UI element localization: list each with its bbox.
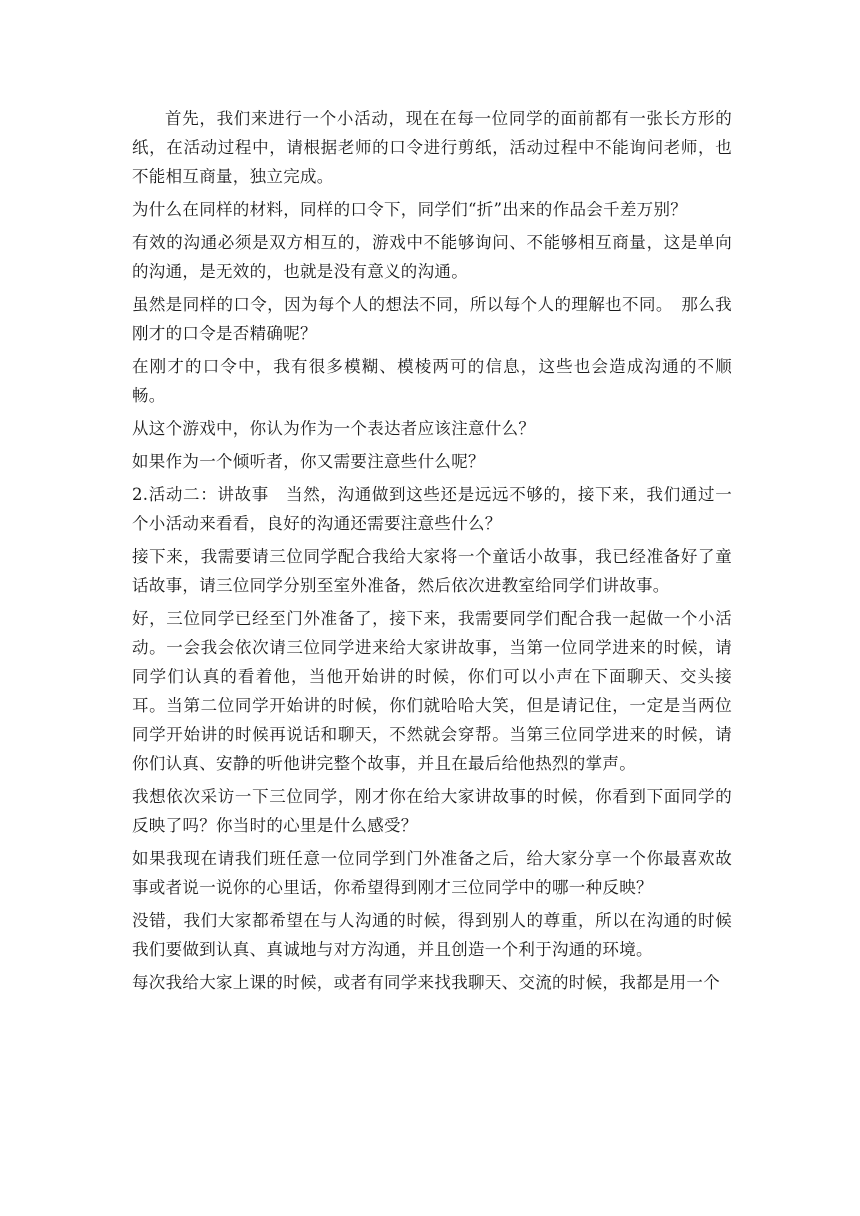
paragraph-continuation: 每次我给大家上课的时候，或者有同学来找我聊天、交流的时候，我都是用一个 [132, 973, 720, 992]
paragraph-activity-two: 2.活动二：讲故事 当然，沟通做到这些还是远远不够的，接下来，我们通过一个小活动来看看，良好的沟通还需要注意些什么？ [132, 485, 732, 533]
paragraph-same-instruction: 虽然是同样的口令，因为每个人的想法不同，所以每个人的理解也不同。 那么我刚才的口令是否精确呢？ [132, 295, 732, 343]
paragraph-reaction-question: 如果我现在请我们班任意一位同学到门外准备之后，给大家分享一个你最喜欢故事或者说一说你的心里话，你希望得到刚才三位同学中的哪一种反映？ [132, 849, 732, 897]
paragraph-listener-question: 如果作为一个倾听者，你又需要注意些什么呢？ [132, 452, 485, 471]
paragraph-interview-question: 我想依次采访一下三位同学，刚才你在给大家讲故事的时候，你看到下面同学的反映了吗？你当时的心里是什么感受？ [132, 787, 732, 835]
paragraph-activity-intro: 首先，我们来进行一个小活动，现在在每一位同学的面前都有一张长方形的纸，在活动过程中，请根据老师的口令进行剪纸，活动过程中不能询问老师，也不能相互商量，独立完成。 [132, 109, 732, 186]
paragraph-respect-conclusion: 没错，我们大家都希望在与人沟通的时候，得到别人的尊重，所以在沟通的时候我们要做到认真、真诚地与对方沟通，并且创造一个利于沟通的环境。 [132, 911, 732, 959]
paragraph-story-preparation: 接下来，我需要请三位同学配合我给大家将一个童话小故事，我已经准备好了童话故事，请三位同学分别至室外准备，然后依次进教室给同学们讲故事。 [132, 547, 732, 595]
paragraph-effective-communication: 有效的沟通必须是双方相互的，游戏中不能够询问、不能够相互商量，这是单向的沟通，是无效的，也就是没有意义的沟通。 [132, 233, 732, 281]
paragraph-vague-information: 在刚才的口令中，我有很多模糊、模棱两可的信息，这些也会造成沟通的不顺畅。 [132, 357, 732, 405]
paragraph-speaker-question: 从这个游戏中，你认为作为一个表达者应该注意什么？ [132, 419, 536, 438]
document-body [132, 104, 732, 997]
paragraph-question-results: 为什么在同样的材料，同样的口令下，同学们“折”出来的作品会千差万别？ [132, 200, 688, 219]
paragraph-classroom-instructions: 好，三位同学已经至门外准备了，接下来，我需要同学们配合我一起做一个小活动。一会我会依次请三位同学进来给大家讲故事，当第一位同学进来的时候，请同学们认真的看着他，当他开始讲的时候，你们可以小声在下面聊天、交头接耳。当第二位同学开始讲的时候，你们就哈哈大笑，但是请记住，一定是当两位同学开始讲的时候再说话和聊天，不然就会穿帮。当第三位同学进来的时候，请你们认真、安静的听他讲完整个故事，并且在最后给他热烈的掌声。 [132, 609, 732, 773]
